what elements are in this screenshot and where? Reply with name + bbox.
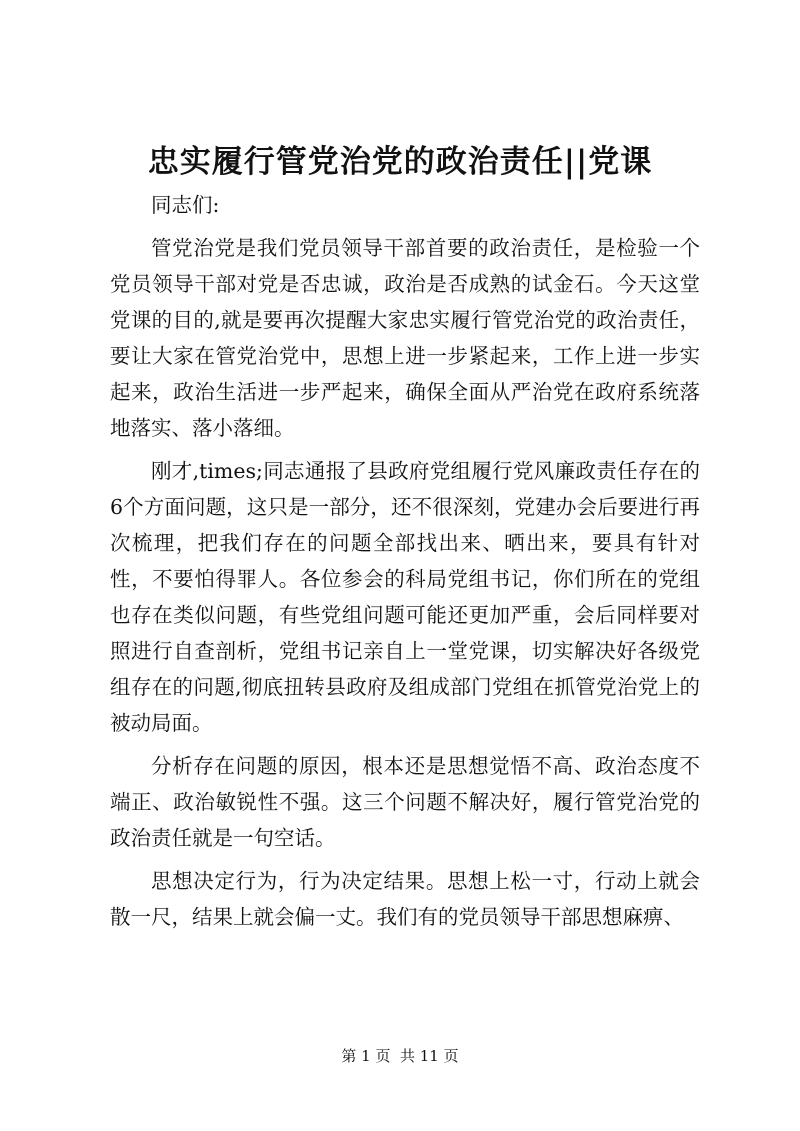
paragraph-4: 思想决定行为，行为决定结果。思想上松一寸，行动上就会散一尺，结果上就会偏一丈。我们有的党员领导干部思想麻痹、: [110, 869, 700, 929]
document-title: 忠实履行管党治党的政治责任||党课: [147, 144, 653, 180]
salutation: 同志们:: [151, 193, 220, 217]
paragraph-1: 管党治党是我们党员领导干部首要的政治责任，是检验一个党员领导干部对党是否忠诚，政治是否成熟的试金石。今天这堂党课的目的,就是要再次提醒大家忠实履行管党治党的政治责任，要让大家在管党治党中，思想上进一步紧起来，工作上进一步实起来，政治生活进一步严起来，确保全面从严治党在政府系统落地落实、落小落细。: [110, 236, 700, 440]
page-footer: [0, 1045, 800, 1067]
paragraph-2: 刚才,times;同志通报了县政府党组履行党风廉政责任存在的6个方面问题，这只是一部分，还不很深刻，党建办会后要进行再次梳理，把我们存在的问题全部找出来、晒出来，要具有针对性，不要怕得罪人。各位参会的科局党组书记，你们所在的党组也存在类似问题，有些党组问题可能还更加严重，会后同样要对照进行自查剖析，党组书记亲自上一堂党课，切实解决好各级党组存在的问题,彻底扭转县政府及组成部门党组在抓管党治党上的被动局面。: [110, 459, 700, 735]
paragraph-3: 分析存在问题的原因，根本还是思想觉悟不高、政治态度不端正、政治敏锐性不强。这三个问题不解决好，履行管党治党的政治责任就是一句空话。: [110, 754, 700, 850]
page-number: 第 1 页 共 11 页: [341, 1047, 459, 1065]
document-body: [110, 187, 700, 942]
